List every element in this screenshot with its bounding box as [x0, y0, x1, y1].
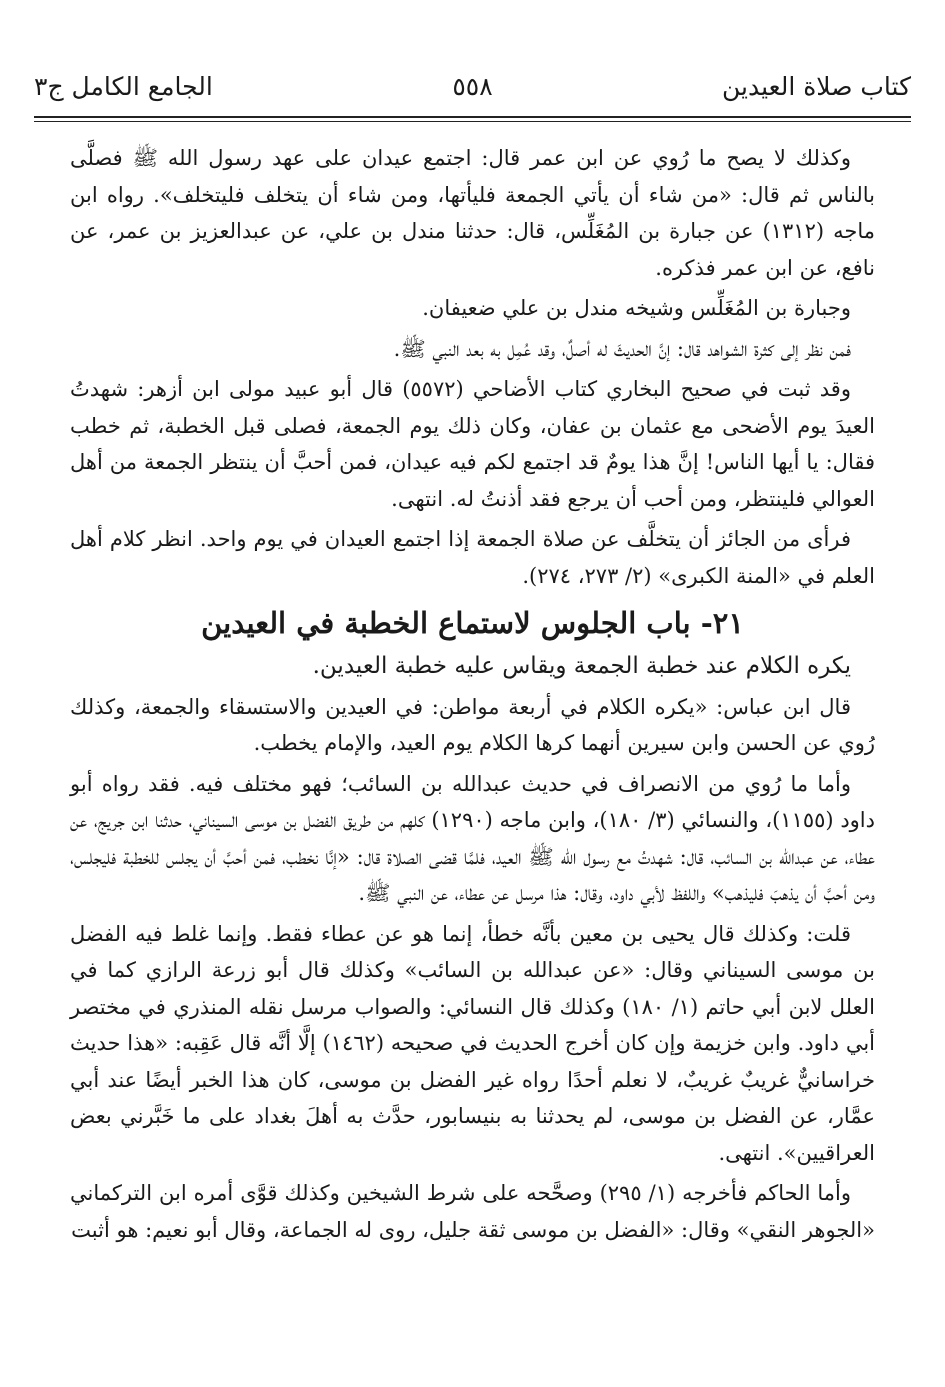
paragraph: قلت: وكذلك قال يحيى بن معين بأنَّه خطأ، إنما هو عن عطاء فقط. وإنما غلط فيه الفضل بن موسى السيناني وقال: «عن عبدالله بن السائب» وكذلك قال أبو زرعة الرازي كما في العلل لابن أبي حاتم (١/ ١٨٠) وكذلك قال النسائي: والصواب مرسل نقله المنذري في مختصر أبي داود. وابن خزيمة وإن كان أخرج الحديث في صحيحه (١٤٦٢) إلَّا أنَّه قال عَقِبه: «هذا حديث خراسانيٌّ غريبٌ غريبٌ، لا نعلم أحدًا رواه غير الفضل بن موسى، كان هذا الخبر أيضًا عند أبي عمَّار، عن الفضل بن موسى، لم يحدثنا به بنيسابور، حدَّث به أهلَ بغداد على ما خَبَّرني بعض العراقيين». انتهى. — [70, 921, 876, 1165]
paragraph: فمن نظر إلى كثرة الشواهد قال: إنَّ الحديثَ له أصلٌ، وقد عُمِل به بعد النبي ﷺ. — [393, 336, 851, 361]
paragraph: قال ابن عباس: «يكره الكلام في أربعة مواطن: في العيدين والاستسقاء والجمعة، وكذلك رُوي عن الحسن وابن سيرين أنهما كرها الكلام يوم العيد، والإمام يخطب. — [70, 694, 875, 755]
paragraph: وكذلك لا يصح ما رُوي عن ابن عمر قال: اجتمع عيدان على عهد رسول الله ﷺ فصلَّى بالناس ثم قال: «من شاء أن يأتي الجمعة فليأتها، ومن شاء أن يتخلف فليتخلف». رواه ابن ماجه (١٣١٢) عن جبارة بن المُغَلِّس، قال: حدثنا مندل بن علي، عن عبدالعزيز بن عمر، عن نافع، عن ابن عمر فذكره. — [70, 146, 875, 280]
chapter-title: كتاب صلاة العيدين — [721, 72, 911, 101]
paragraph: وأما الحاكم فأخرجه (١/ ٢٩٥) وصحَّحه على شرط الشيخين وكذلك قوَّى أمره ابن التركماني «الجوهر النقي» وقال: «الفضل بن موسى ثقة جليل، روى له الجماعة، وقال أبو نعيم: هو أثبت — [70, 1181, 875, 1242]
section-subheading: يكره الكلام عند خطبة الجمعة ويقاس عليه خطبة العيدين. — [312, 653, 851, 679]
header-rule-thin — [34, 121, 911, 122]
page-header — [34, 72, 911, 112]
header-rule-thick — [34, 116, 911, 118]
section-heading: ٢١- باب الجلوس لاستماع الخطبة في العيدين — [201, 606, 744, 640]
page-body — [70, 140, 875, 1252]
paragraph: وقد ثبت في صحيح البخاري كتاب الأضاحي (٥٥٧٢) قال أبو عبيد مولى ابن أزهر: شهدتُ العيدَ يوم الأضحى مع عثمان بن عفان، وكان ذلك يوم الجمعة، فصلى قبل الخطبة، ثم خطب فقال: يا أيها الناس! إنَّ هذا يومٌ قد اجتمع لكم فيه عيدان، فمن أحبَّ أن ينتظر الجمعة من أهل العوالي فلينتظر، ومن أحب أن يرجع فقد أذنتُ له. انتهى. — [70, 377, 875, 511]
page-number: ٥٥٨ — [452, 72, 493, 101]
paragraph: فرأى من الجائز أن يتخلَّف عن صلاة الجمعة إذا اجتمع العيدان في يوم واحد. انظر كلام أهل العلم في «المنة الكبرى» (٢/ ٢٧٣، ٢٧٤). — [70, 527, 875, 588]
book-title: الجامع الكامل ج٣ — [34, 72, 213, 101]
paragraph: وجبارة بن المُغَلِّس وشيخه مندل بن علي ضعيفان. — [422, 296, 851, 320]
paragraph: وأما ما رُوي من الانصراف في حديث عبدالله بن السائب؛ فهو مختلف فيه. فقد رواه أبو داود (١١٥٥)، والنسائي (٣/ ١٨٠)، وابن ماجه (١٢٩٠) كلهم من طريق الفضل بن موسى السيناني، حدثنا ابن جريج، عن عطاء، عن عبدالله بن السائب، قال: شهدتُ مع رسول الله ﷺ العيد، فلمَّا قضى الصلاة قال: «إنَّا نخطب، فمن أحبَّ أن يجلس للخطبة فليجلس، ومن أحبَّ أن يذهبَ فليذهب» واللفظ لأبي داود، وقال: هذا مرسل عن عطاء، عن النبي ﷺ. — [70, 771, 875, 905]
